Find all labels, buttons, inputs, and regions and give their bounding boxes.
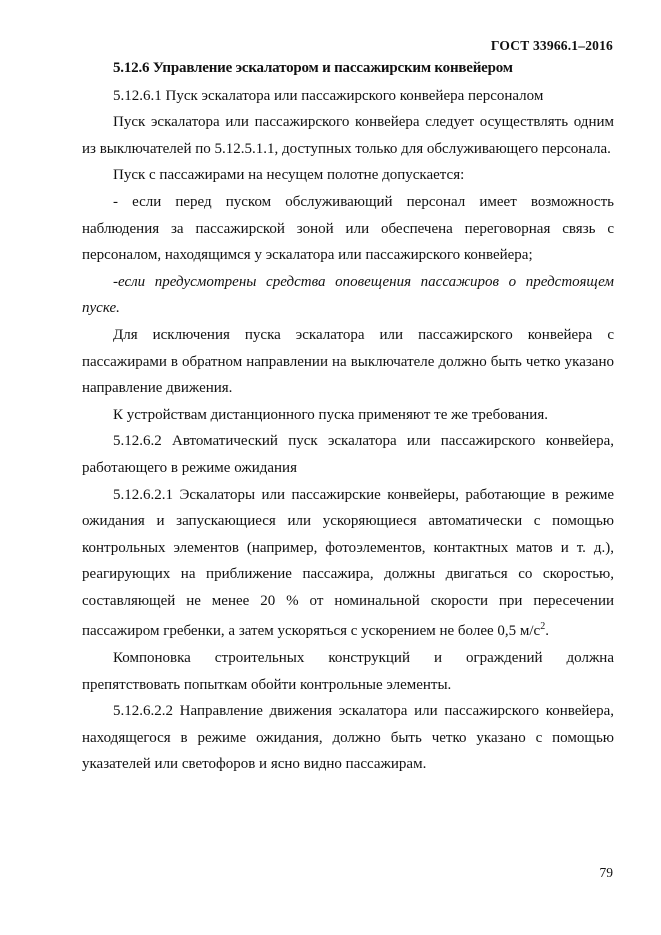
paragraph-condition-notification: -если предусмотрены средства оповещения пассажиров о предстоящем пуске. (82, 273, 614, 317)
paragraph-reverse-start: Для исключения пуска эскалатора или пассажирского конвейера с пассажирами в обратном направлении на выключателе должно быть четко указано направление движения. (82, 326, 614, 397)
document-body (82, 55, 614, 778)
paragraph-5-12-6-2: 5.12.6.2 Автоматический пуск эскалатора или пассажирского конвейера, работающего в режиме ожидания (82, 433, 614, 476)
paragraph-remote-start: К устройствам дистанционного пуска применяют те же требования. (113, 406, 548, 423)
paragraph-5-12-6-2-1-text: 5.12.6.2.1 Эскалаторы или пассажирские конвейеры, работающие в режиме ожидания и запускающиеся или ускоряющиеся автоматически с помощью контрольных элементов (например, фотоэлементов, контактных матов и т. д.), реагирующих на приближение пассажира, должны двигаться со скоростью, составляющей не менее 20 % от номинальной скорости при пересечении пассажиром гребенки, а затем ускоряться с ускорением не более 0,5 м/с (82, 486, 614, 640)
exponent: 2 (540, 621, 546, 633)
paragraph-5-12-6-1: 5.12.6.1 Пуск эскалатора или пассажирского конвейера персоналом (113, 87, 544, 104)
document-header: ГОСТ 33966.1–2016 (490, 38, 613, 53)
paragraph-5-12-6-2-1 (82, 482, 614, 646)
paragraph-5-12-6-2-1-end: . (545, 623, 549, 640)
paragraph-condition-observation: - если перед пуском обслуживающий персонал имеет возможность наблюдения за пассажирской зоной или обеспечена переговорная связь с персоналом, находящимся у эскалатора или пассажирского конвейера; (82, 193, 614, 264)
paragraph-5-12-6-2-2: 5.12.6.2.2 Направление движения эскалатора или пассажирского конвейера, находящегося в режиме ожидания, должно быть четко указано с помощью указателей или светофоров и ясно видно пассажирам. (82, 703, 614, 773)
paragraph-layout-constructions: Компоновка строительных конструкций и ограждений должна препятствовать попыткам обойти контрольные элементы. (82, 650, 614, 693)
paragraph-start-with-passengers: Пуск с пассажирами на несущем полотне допускается: (113, 167, 465, 184)
page-number: 79 (599, 865, 613, 880)
section-title: 5.12.6 Управление эскалатором и пассажирским конвейером (113, 60, 513, 76)
paragraph-start-switch: Пуск эскалатора или пассажирского конвейера следует осуществлять одним из выключателей по 5.12.5.1.1, доступных только для обслуживающего персонала. (82, 114, 614, 157)
